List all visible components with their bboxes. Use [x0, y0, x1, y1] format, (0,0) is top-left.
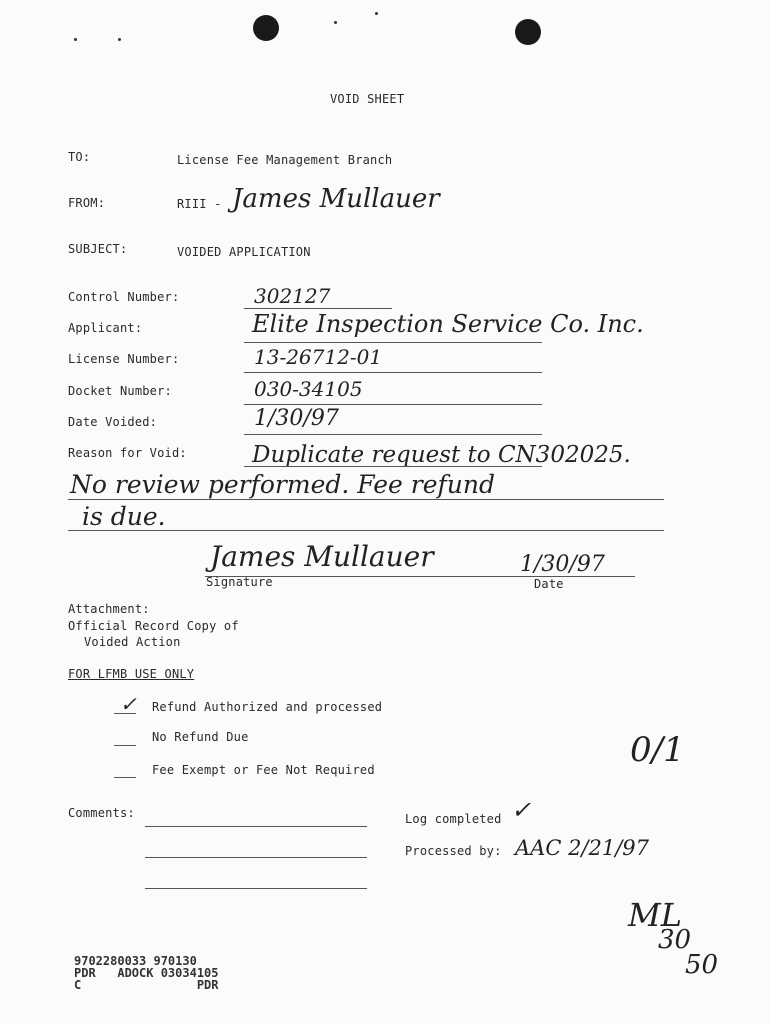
- lfmb-heading: FOR LFMB USE ONLY: [68, 667, 195, 681]
- scan-speck: [375, 12, 378, 15]
- lfmb-option-no-refund-due: No Refund Due: [152, 730, 249, 744]
- field-label-applicant: Applicant:: [68, 321, 143, 335]
- from-label: FROM:: [68, 196, 106, 210]
- to-value: License Fee Management Branch: [177, 153, 393, 167]
- field-underline: [244, 404, 542, 405]
- signature-handwritten: James Mullauer: [210, 540, 434, 573]
- footer-code-line-1: 9702280033 970130: [74, 954, 197, 968]
- field-label-date-voided: Date Voided:: [68, 415, 158, 429]
- reason-continued-line-2: is due.: [82, 502, 166, 531]
- field-underline: [244, 434, 542, 435]
- punch-hole-right: [515, 19, 541, 45]
- reason-continued-line-1: No review performed. Fee refund: [70, 470, 495, 499]
- field-label-control-number: Control Number:: [68, 290, 180, 304]
- lfmb-check-mark: ✓: [120, 692, 137, 716]
- comments-line: [145, 857, 367, 858]
- scan-speck: [118, 38, 121, 41]
- field-label-docket-number: Docket Number:: [68, 384, 172, 398]
- scan-speck: [334, 21, 337, 24]
- field-underline: [244, 342, 542, 343]
- page-title: VOID SHEET: [330, 92, 405, 106]
- processed-by-label: Processed by:: [405, 844, 502, 858]
- from-prefix: RIII -: [177, 197, 222, 211]
- margin-note: 0/1: [630, 730, 685, 770]
- comments-line: [145, 888, 367, 889]
- field-value-applicant: Elite Inspection Service Co. Inc.: [252, 310, 644, 338]
- lfmb-checkbox-line: [114, 777, 136, 778]
- lfmb-checkbox-line: [114, 745, 136, 746]
- field-label-reason-for-void: Reason for Void:: [68, 446, 187, 460]
- log-completed-mark: ✓: [511, 796, 532, 824]
- initials-ml: ML: [628, 896, 683, 934]
- attachment-line-1: Official Record Copy of: [68, 619, 239, 633]
- field-underline: [244, 372, 542, 373]
- field-underline: [244, 466, 542, 467]
- from-signature: James Mullauer: [232, 184, 440, 214]
- attachment-label: Attachment:: [68, 602, 150, 616]
- field-value-control-number: 302127: [254, 284, 331, 308]
- signature-date-handwritten: 1/30/97: [520, 552, 605, 577]
- lfmb-option-fee-exempt: Fee Exempt or Fee Not Required: [152, 763, 375, 777]
- to-label: TO:: [68, 150, 91, 164]
- footer-code-line-2: PDR ADOCK 03034105: [74, 966, 219, 980]
- lfmb-option-refund-authorized: Refund Authorized and processed: [152, 700, 383, 714]
- comments-label: Comments:: [68, 806, 135, 820]
- initials-50: 50: [685, 950, 719, 980]
- subject-label: SUBJECT:: [68, 242, 128, 256]
- reason-underline: [68, 499, 664, 500]
- comments-line: [145, 826, 367, 827]
- attachment-line-2: Voided Action: [84, 635, 181, 649]
- field-underline: [244, 308, 392, 309]
- scan-speck: [74, 38, 77, 41]
- processed-by-value: AAC 2/21/97: [515, 836, 650, 860]
- signature-label: Signature: [206, 575, 273, 589]
- log-completed-label: Log completed: [405, 812, 502, 826]
- footer-code-line-3: C PDR: [74, 978, 219, 992]
- date-label: Date: [534, 577, 564, 591]
- field-value-date-voided: 1/30/97: [254, 406, 339, 431]
- field-value-reason-for-void: Duplicate request to CN302025.: [252, 442, 631, 468]
- field-label-license-number: License Number:: [68, 352, 180, 366]
- punch-hole-left: [253, 15, 279, 41]
- field-value-docket-number: 030-34105: [254, 377, 363, 401]
- field-value-license-number: 13-26712-01: [254, 345, 383, 369]
- reason-underline: [68, 530, 664, 531]
- subject-value: VOIDED APPLICATION: [177, 245, 311, 259]
- initials-30: 30: [658, 925, 692, 955]
